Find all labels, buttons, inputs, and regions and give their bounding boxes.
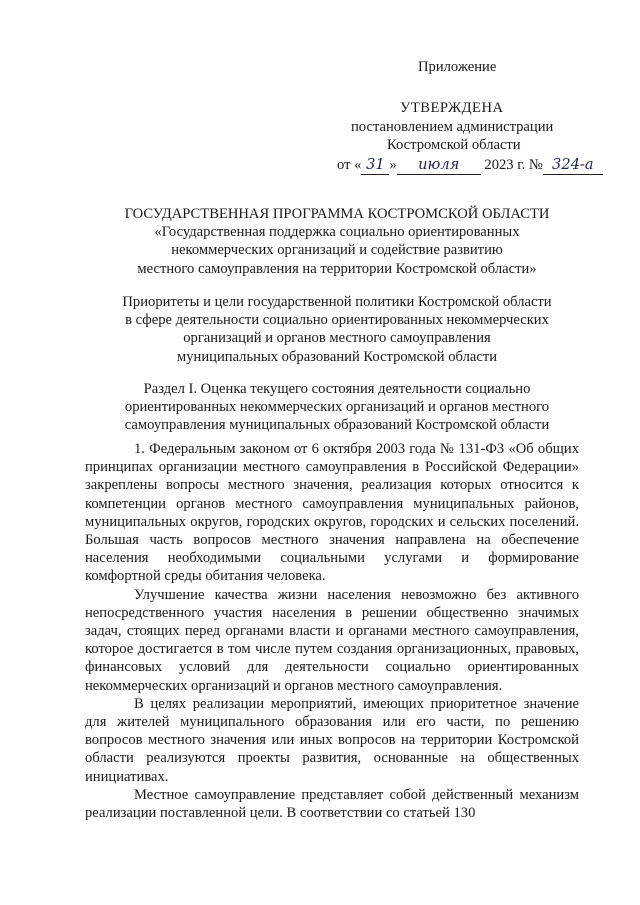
approval-date-line bbox=[337, 156, 603, 175]
priorities-line: организаций и органов местного самоуправления bbox=[183, 330, 491, 347]
paragraph: Местное самоуправление представляет собой действенный механизм реализации поставленной цели. В соответствии со статьей 130 bbox=[85, 786, 579, 822]
approved-label: УТВЕРЖДЕНА bbox=[400, 100, 504, 116]
paragraph: Улучшение качества жизни населения невозможно без активного непосредственного участия населения в решении общественно значимых задач, стоящих перед органами власти и органами местного самоуправления, которое достигается в том числе путем создания организационных, правовых, финансовых условий для деятельности социально ориентированных некоммерческих организаций и органов местного самоуправления. bbox=[85, 586, 579, 694]
priorities-heading bbox=[72, 293, 602, 366]
region-line: Костромской области bbox=[387, 137, 521, 153]
priorities-line: в сфере деятельности социально ориентированных некоммерческих bbox=[125, 312, 549, 329]
date-year: 2023 г. № bbox=[484, 157, 543, 173]
section-line: ориентированных некоммерческих организаций и органов местного bbox=[124, 399, 550, 416]
date-mid: » bbox=[389, 157, 397, 173]
handwritten-number: 324-а bbox=[543, 156, 603, 175]
program-title-line: некоммерческих организаций и содействие развитию bbox=[171, 242, 503, 259]
program-title-line: местного самоуправления на территории Костромской области» bbox=[137, 260, 537, 277]
handwritten-month: июля bbox=[397, 156, 481, 175]
paragraph: В целях реализации мероприятий, имеющих приоритетное значение для жителей муниципального образования или его части, по решению вопросов местного значения или иных вопросов на территории Костромской области реализуются проекты развития, основанные на общественных инициативах. bbox=[85, 695, 579, 785]
approved-by-line: постановлением администрации bbox=[351, 119, 554, 135]
section-line: Раздел I. Оценка текущего состояния деятельности социально bbox=[143, 381, 531, 397]
appendix-label: Приложение bbox=[418, 59, 497, 75]
program-title-line: ГОСУДАРСТВЕННАЯ ПРОГРАММА КОСТРОМСКОЙ ОБЛАСТИ bbox=[124, 206, 550, 222]
handwritten-day: 31 bbox=[361, 156, 389, 175]
date-prefix: от « bbox=[337, 157, 362, 173]
priorities-line: муниципальных образований Костромской области bbox=[176, 348, 498, 365]
section-heading bbox=[72, 380, 602, 435]
program-title-line: «Государственная поддержка социально ориентированных bbox=[154, 224, 520, 241]
paragraph: 1. Федеральным законом от 6 октября 2003 года № 131-ФЗ «Об общих принципах организации местного самоуправления в Российской Федерации» закреплены вопросы местного значения, реализация которых относится к компетенции органов местного самоуправления муниципальных районов, муниципальных округов, городских округов, городских и сельских поселений. Большая часть вопросов местного значения направлена на обеспечение населения необходимыми социальными услугами и формирование комфортной среды обитания человека. bbox=[85, 441, 579, 585]
body-text bbox=[85, 440, 579, 822]
program-title bbox=[72, 205, 602, 278]
section-line: самоуправления муниципальных образований Костромской области bbox=[124, 417, 550, 434]
priorities-line: Приоритеты и цели государственной политики Костромской области bbox=[122, 294, 552, 310]
